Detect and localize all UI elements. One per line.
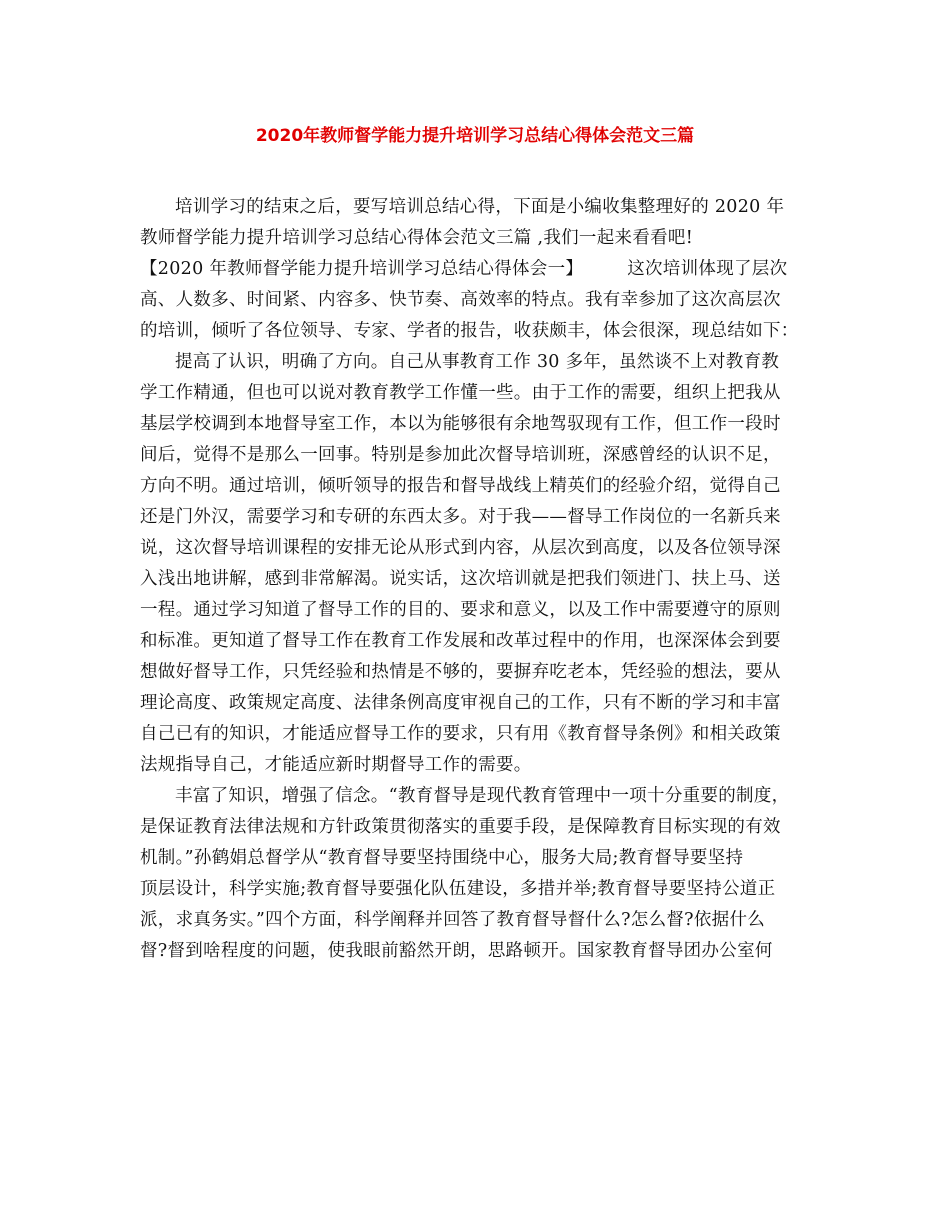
- paragraph-line: 丰富了知识，增强了信念。“教育督导是现代教育管理中一项十分重要的制度，: [175, 786, 790, 806]
- paragraph-line: 说，这次督导培训课程的安排无论从形式到内容，从层次到高度，以及各位领导深: [140, 538, 781, 558]
- paragraph-line: 高、人数多、时间紧、内容多、快节奏、高效率的特点。我有幸参加了这次高层次: [140, 290, 781, 310]
- paragraph-line: 提高了认识，明确了方向。自己从事教育工作 30 多年，虽然谈不上对教育教: [175, 352, 780, 372]
- section-heading-line: [140, 254, 830, 285]
- paragraph-line: [140, 967, 830, 998]
- paragraph-line: 学工作精通，但也可以说对教育教学工作懂一些。由于工作的需要，组织上把我从: [140, 383, 781, 403]
- paragraph-line: 培训学习的结束之后，要写培训总结心得，下面是小编收集整理好的 2020 年: [175, 197, 785, 217]
- paragraph-line: 间后，觉得不是那么一回事。特别是参加此次督导培训班，深感曾经的认识不足，: [140, 445, 781, 465]
- paragraph-line: 想做好督导工作，只凭经验和热情是不够的，要摒弃吃老本，凭经验的想法，要从: [140, 662, 781, 682]
- paragraph-line: 一程。通过学习知道了督导工作的目的、要求和意义，以及工作中需要遵守的原则: [140, 600, 781, 620]
- paragraph-line: 和标准。更知道了督导工作在教育工作发展和改革过程中的作用，也深深体会到要: [140, 631, 781, 651]
- paragraph-line: 的培训，倾听了各位领导、专家、学者的报告，收获颇丰，体会很深，现总结如下：: [140, 321, 799, 341]
- paragraph-line: 顶层设计，科学实施;教育督导要强化队伍建设，多措并举;教育督导要坚持公道正: [140, 879, 776, 899]
- paragraph-line: 方向不明。通过培训，倾听领导的报告和督导战线上精英们的经验介绍，觉得自己: [140, 476, 781, 496]
- section-heading: 【2020 年教师督学能力提升培训学习总结心得体会一】: [140, 259, 584, 279]
- paragraph-line: 教师督学能力提升培训学习总结心得体会范文三篇 ,我们一起来看看吧!: [140, 228, 694, 248]
- paragraph-line: 入浅出地讲解，感到非常解渴。说实话，这次培训就是把我们领进门、扶上马、送: [140, 569, 781, 589]
- paragraph-line: 督?督到啥程度的问题，使我眼前豁然开朗，思路顿开。国家教育督导团办公室何: [140, 941, 773, 961]
- paragraph-line: 派，求真务实。”四个方面，科学阐释并回答了教育督导督什么?怎么督?依据什么: [140, 910, 766, 930]
- paragraph-line: 机制。”孙鹤娟总督学从“教育督导要坚持围绕中心，服务大局;教育督导要坚持: [140, 848, 744, 868]
- paragraph-line: 基层学校调到本地督导室工作，本以为能够很有余地驾驭现有工作，但工作一段时: [140, 414, 781, 434]
- paragraph-line: 自己已有的知识，才能适应督导工作的要求，只有用《教育督导条例》和相关政策: [140, 724, 781, 744]
- paragraph-line: 是保证教育法律法规和方针政策贯彻落实的重要手段，是保障教育目标实现的有效: [140, 817, 781, 837]
- paragraph-line: 法规指导自己，才能适应新时期督导工作的需要。: [140, 755, 532, 775]
- paragraph-line: 还是门外汉，需要学习和专研的东西太多。对于我——督导工作岗位的一名新兵来: [140, 507, 781, 527]
- paragraph-line: 理论高度、政策规定高度、法律条例高度审视自己的工作，只有不断的学习和丰富: [140, 693, 781, 713]
- document-title: 2020年教师督学能力提升培训学习总结心得体会范文三篇: [255, 126, 695, 146]
- document-body: [140, 192, 830, 998]
- paragraph-text: 这次培训体现了层次: [627, 259, 788, 279]
